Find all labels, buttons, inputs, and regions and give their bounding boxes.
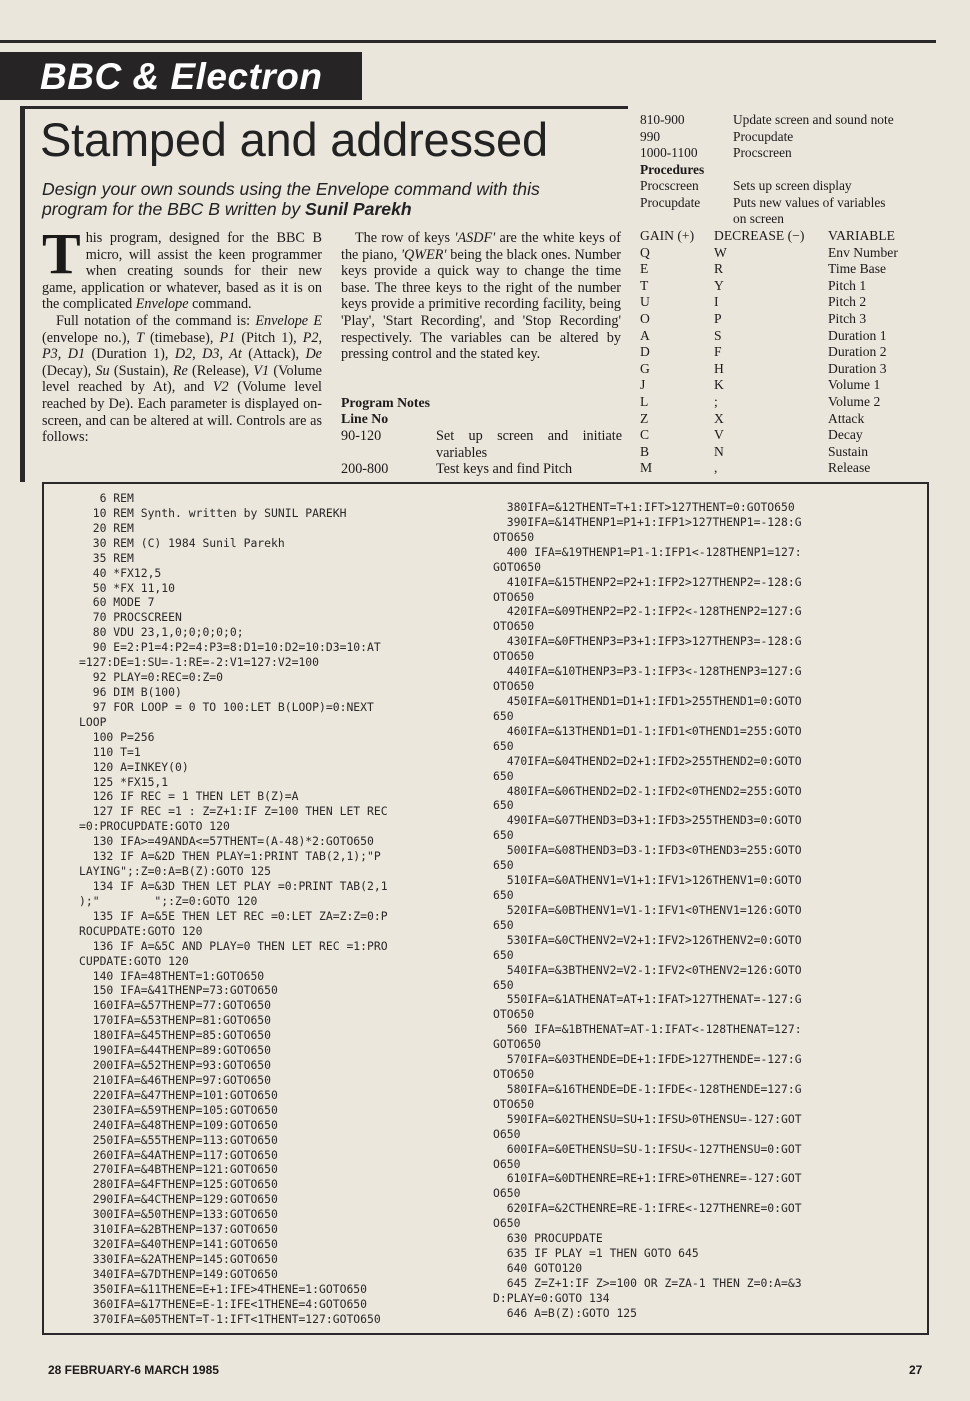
code-line: 110 T=1 [79, 744, 141, 759]
code-line: 620IFA=&2CTHENRE=RE-1:IFRE<-127THENRE=0:GOT [493, 1201, 802, 1216]
code-line: 126 IF REC = 1 THEN LET B(Z)=A [79, 789, 299, 804]
code-line: 10 REM Synth. written by SUNIL PAREKH [79, 505, 347, 520]
key-table-row: L ; Volume 2 [640, 393, 881, 409]
code-line: CUPDATE:GOTO 120 [79, 953, 189, 968]
code-line: 320IFA=&40THENP=141:GOTO650 [79, 1237, 278, 1252]
code-line: 646 A=B(Z):GOTO 125 [493, 1305, 638, 1320]
key-controls-table [640, 228, 930, 477]
code-line: 125 *FX15,1 [79, 774, 169, 789]
key-table-row: B N Sustain [640, 443, 869, 459]
code-line: 635 IF PLAY =1 THEN GOTO 645 [493, 1246, 699, 1261]
code-line: 580IFA=&16THENDE=DE-1:IFDE<-128THENDE=127:G [493, 1081, 802, 1096]
key-table-row: O P Pitch 3 [640, 310, 867, 326]
code-line: 600IFA=&0ETHENSU=SU-1:IFSU<-127THENSU=0:GOT [493, 1141, 802, 1156]
code-line: 560 IFA=&1BTHENAT=AT-1:IFAT<-128THENAT=127: [493, 1022, 802, 1037]
code-line: 650 [493, 768, 514, 783]
code-line: 70 PROCSCREEN [79, 610, 182, 625]
notes-row: 990 Procupdate [640, 128, 794, 144]
code-line: 97 FOR LOOP = 0 TO 100:LET B(LOOP)=0:NEXT [79, 699, 374, 714]
code-line: 160IFA=&57THENP=77:GOTO650 [79, 998, 272, 1013]
code-line: 100 P=256 [79, 729, 155, 744]
code-line: OTO650 [493, 1067, 535, 1082]
code-line: 240IFA=&48THENP=109:GOTO650 [79, 1117, 278, 1132]
code-line: 340IFA=&7DTHENP=149:GOTO650 [79, 1266, 278, 1281]
code-line: 210IFA=&46THENP=97:GOTO650 [79, 1072, 272, 1087]
code-line: 650 [493, 708, 514, 723]
paragraph-3: The row of keys 'ASDF' are the white keys of the piano, 'QWER' being the black ones. Number keys provide a quick way to change the time base. The three keys to the right of the number keys provide a primitive recording facility, being 'Play', 'Start Recording', and 'Stop Recording' respectively. The variables can be altered by pressing control and the stated key. [341, 230, 622, 363]
code-line: 300IFA=&50THENP=133:GOTO650 [79, 1207, 278, 1222]
code-line: 480IFA=&06THEND2=D2-1:IFD2<0THEND2=255:GOTO [493, 783, 802, 798]
article-title: Stamped and addressed [40, 113, 548, 166]
notes-row: 90-120 Set up screen and initiate variables [341, 428, 622, 461]
listing-column-right [493, 500, 802, 1321]
code-line: 170IFA=&53THENP=81:GOTO650 [79, 1013, 272, 1028]
drop-cap: T [42, 221, 81, 286]
key-table-row: G H Duration 3 [640, 360, 887, 376]
code-line: 330IFA=&2ATHENP=145:GOTO650 [79, 1252, 278, 1267]
code-line: 650 [493, 828, 514, 843]
code-line: OTO650 [493, 649, 535, 664]
standfirst: Design your own sounds using the Envelope command with this program for the BBC B written by Sunil Parekh [42, 179, 540, 219]
code-line: 92 PLAY=0:REC=0:Z=0 [79, 670, 224, 685]
code-line: 420IFA=&09THENP2=P2-1:IFP2<-128THENP2=127:G [493, 604, 802, 619]
code-line: 370IFA=&05THENT=T-1:IFT<1THENT=127:GOTO650 [79, 1311, 381, 1326]
notes-row: 1000-1100 Procscreen [640, 145, 792, 160]
code-line: 120 A=INKEY(0) [79, 759, 189, 774]
code-line: OTO650 [493, 529, 535, 544]
procedures-heading: Procedures [640, 161, 705, 177]
code-line: 640 GOTO120 [493, 1261, 583, 1276]
frame-top-rule [20, 106, 628, 109]
code-line: 260IFA=&4ATHENP=117:GOTO650 [79, 1147, 278, 1162]
code-line: 440IFA=&10THENP3=P3-1:IFP3<-128THENP3=127:G [493, 664, 802, 679]
code-line: 135 IF A=&5E THEN LET REC =0:LET ZA=Z:Z=0:P [79, 908, 388, 923]
code-line: 90 E=2:P1=4:P2=4:P3=8:D1=10:D2=10:D3=10:AT [79, 640, 381, 655]
code-line: O650 [493, 1216, 521, 1231]
code-line: 35 REM [79, 550, 134, 565]
notes-row: 200-800 Test keys and find Pitch [341, 461, 573, 477]
code-line: 180IFA=&45THENP=85:GOTO650 [79, 1028, 272, 1043]
code-line: 380IFA=&12THENT=T+1:IFT>127THENT=0:GOTO650 [493, 500, 795, 514]
code-line: 650 [493, 738, 514, 753]
code-line: 650 [493, 917, 514, 932]
section-banner [0, 52, 362, 100]
key-table-row: M , Release [640, 460, 871, 476]
code-line: 650 [493, 947, 514, 962]
code-line: GOTO650 [493, 1037, 542, 1052]
code-line: 550IFA=&1ATHENAT=AT+1:IFAT>127THENAT=-127:G [493, 992, 802, 1007]
key-table-header: GAIN (+) DECREASE (−) VARIABLE [640, 228, 895, 243]
code-line: 450IFA=&01THEND1=D1+1:IFD1>255THEND1=0:GOTO [493, 693, 802, 708]
code-line: 390IFA=&14THENP1=P1+1:IFP1>127THENP1=-128:G [493, 514, 802, 529]
code-line: 290IFA=&4CTHENP=129:GOTO650 [79, 1192, 278, 1207]
code-line: ROCUPDATE:GOTO 120 [79, 923, 203, 938]
code-line: 60 MODE 7 [79, 595, 155, 610]
code-line: 470IFA=&04THEND2=D2+1:IFD2>255THEND2=0:GOTO [493, 753, 802, 768]
code-line: 280IFA=&4FTHENP=125:GOTO650 [79, 1177, 278, 1192]
code-line: 530IFA=&0CTHENV2=V2+1:IFV2>126THENV2=0:GOTO [493, 932, 802, 947]
paragraph-1: This program, designed for the BBC B micro, will assist the keen programmer when creating sounds for their new game, application or whatever, based as it is on the complicated Envelope command. [42, 221, 322, 313]
paragraph-2: Full notation of the command is: Envelope E (envelope no.), T (timebase), P1 (Pitch 1), P2, P3, D1 (Duration 1), D2, D3, At (Attack), De (Decay), Su (Sustain), Re (Release), V1 (Volume level reached by At), and V2 (Volume level reached by De). Each parameter is displayed on-screen, and can be altered at will. Controls are as follows: [42, 312, 322, 446]
code-line: 350IFA=&11THENE=E+1:IFE>4THENE=1:GOTO650 [79, 1281, 368, 1296]
key-table-row: A S Duration 1 [640, 327, 887, 343]
code-line: OTO650 [493, 679, 535, 694]
code-line: 80 VDU 23,1,0;0;0;0;0; [79, 625, 244, 640]
code-line: O650 [493, 1156, 521, 1171]
program-listing [42, 482, 929, 1335]
code-line: =0:PROCUPDATE:GOTO 120 [79, 819, 230, 834]
code-line: D:PLAY=0:GOTO 134 [493, 1290, 610, 1305]
procedure-row-cont: on screen [733, 211, 784, 226]
author-name: Sunil Parekh [305, 199, 412, 219]
code-line: 250IFA=&55THENP=113:GOTO650 [79, 1132, 278, 1147]
code-line: =127:DE=1:SU=-1:RE=-2:V1=127:V2=100 [79, 655, 320, 670]
article-column-1 [42, 221, 322, 446]
code-line: 630 PROCUPDATE [493, 1231, 603, 1246]
code-line: 645 Z=Z+1:IF Z>=100 OR Z=ZA-1 THEN Z=0:A=&3 [493, 1275, 802, 1290]
key-table-row: Z X Attack [640, 410, 865, 426]
issue-date: 28 FEBRUARY-6 MARCH 1985 [48, 1363, 219, 1377]
code-line: GOTO650 [493, 559, 542, 574]
code-line: 40 *FX12,5 [79, 565, 162, 580]
program-notes-continued [640, 112, 925, 228]
code-line: 610IFA=&0DTHENRE=RE+1:IFRE>0THENRE=-127:GOT [493, 1171, 802, 1186]
code-line: 430IFA=&0FTHENP3=P3+1:IFP3>127THENP3=-128:G [493, 634, 802, 649]
code-line: 200IFA=&52THENP=93:GOTO650 [79, 1058, 272, 1073]
top-rule [0, 40, 936, 43]
code-line: 130 IFA>=49ANDA<=57THENT=(A-48)*2:GOTO650 [79, 834, 374, 849]
code-line: 650 [493, 858, 514, 873]
code-line: LOOP [79, 714, 107, 729]
section-title: BBC & Electron [40, 56, 323, 97]
key-table-row: T Y Pitch 1 [640, 277, 867, 293]
code-line: 30 REM (C) 1984 Sunil Parekh [79, 535, 285, 550]
code-line: 510IFA=&0ATHENV1=V1+1:IFV1>126THENV1=0:GOTO [493, 873, 802, 888]
code-line: OTO650 [493, 619, 535, 634]
code-line: 360IFA=&17THENE=E-1:IFE<1THENE=4:GOTO650 [79, 1296, 368, 1311]
code-line: 310IFA=&2BTHENP=137:GOTO650 [79, 1222, 278, 1237]
code-line: 590IFA=&02THENSU=SU+1:IFSU>0THENSU=-127:GOT [493, 1111, 802, 1126]
key-table-row: E R Time Base [640, 261, 887, 277]
code-line: 96 DIM B(100) [79, 684, 182, 699]
code-line: 230IFA=&59THENP=105:GOTO650 [79, 1102, 278, 1117]
code-line: 460IFA=&13THEND1=D1-1:IFD1<0THEND1=255:GOTO [493, 723, 802, 738]
notes-row: 810-900 Update screen and sound note [640, 112, 894, 127]
code-line: 140 IFA=48THENT=1:GOTO650 [79, 968, 265, 983]
frame-left-rule [20, 107, 25, 482]
code-line: OTO650 [493, 1096, 535, 1111]
listing-column-left [79, 491, 388, 1327]
code-line: 150 IFA=&41THENP=73:GOTO650 [79, 983, 278, 998]
code-line: 136 IF A=&5C AND PLAY=0 THEN LET REC =1:PRO [79, 938, 388, 953]
code-line: 650 [493, 977, 514, 992]
code-line: 540IFA=&3BTHENV2=V2-1:IFV2<0THENV2=126:GOTO [493, 962, 802, 977]
code-line: 410IFA=&15THENP2=P2+1:IFP2>127THENP2=-128:G [493, 574, 802, 589]
code-line: O650 [493, 1126, 521, 1141]
page-number: 27 [909, 1363, 923, 1377]
code-line: 650 [493, 798, 514, 813]
line-no-heading: Line No [341, 411, 389, 426]
program-notes-heading: Program Notes [341, 395, 431, 410]
code-line: OTO650 [493, 589, 535, 604]
code-line: LAYING";:Z=0:A=B(Z):GOTO 125 [79, 864, 272, 879]
key-table-row: D F Duration 2 [640, 344, 887, 360]
code-line: 190IFA=&44THENP=89:GOTO650 [79, 1043, 272, 1058]
key-table-row: J K Volume 1 [640, 377, 881, 393]
procedure-row: Procupdate Puts new values of variables [640, 194, 886, 210]
code-line: 132 IF A=&2D THEN PLAY=1:PRINT TAB(2,1);"P [79, 849, 381, 864]
code-line: 127 IF REC =1 : Z=Z+1:IF Z=100 THEN LET REC [79, 804, 388, 819]
key-table-row: Q W Env Number [640, 244, 898, 260]
code-line: 500IFA=&08THEND3=D3-1:IFD3<0THEND3=255:GOTO [493, 843, 802, 858]
code-line: 220IFA=&47THENP=101:GOTO650 [79, 1087, 278, 1102]
code-line: 490IFA=&07THEND3=D3+1:IFD3>255THEND3=0:GOTO [493, 813, 802, 828]
code-line: OTO650 [493, 1007, 535, 1022]
key-table-row: C V Decay [640, 427, 863, 443]
code-line: 6 REM [79, 491, 134, 505]
code-line: 520IFA=&0BTHENV1=V1-1:IFV1<0THENV1=126:GOTO [493, 902, 802, 917]
code-line: 570IFA=&03THENDE=DE+1:IFDE>127THENDE=-127:G [493, 1052, 802, 1067]
article-column-2 [341, 230, 621, 363]
code-line: 50 *FX 11,10 [79, 580, 176, 595]
code-line: );" ";:Z=0:GOTO 120 [79, 893, 258, 908]
code-line: 134 IF A=&3D THEN LET PLAY =0:PRINT TAB(2,1 [79, 878, 388, 893]
code-line: 270IFA=&4BTHENP=121:GOTO650 [79, 1162, 278, 1177]
code-line: 400 IFA=&19THENP1=P1-1:IFP1<-128THENP1=127: [493, 544, 802, 559]
code-line: O650 [493, 1186, 521, 1201]
procedure-row: Procscreen Sets up screen display [640, 178, 852, 193]
code-line: 650 [493, 887, 514, 902]
code-line: 20 REM [79, 520, 134, 535]
key-table-row: U I Pitch 2 [640, 294, 867, 310]
